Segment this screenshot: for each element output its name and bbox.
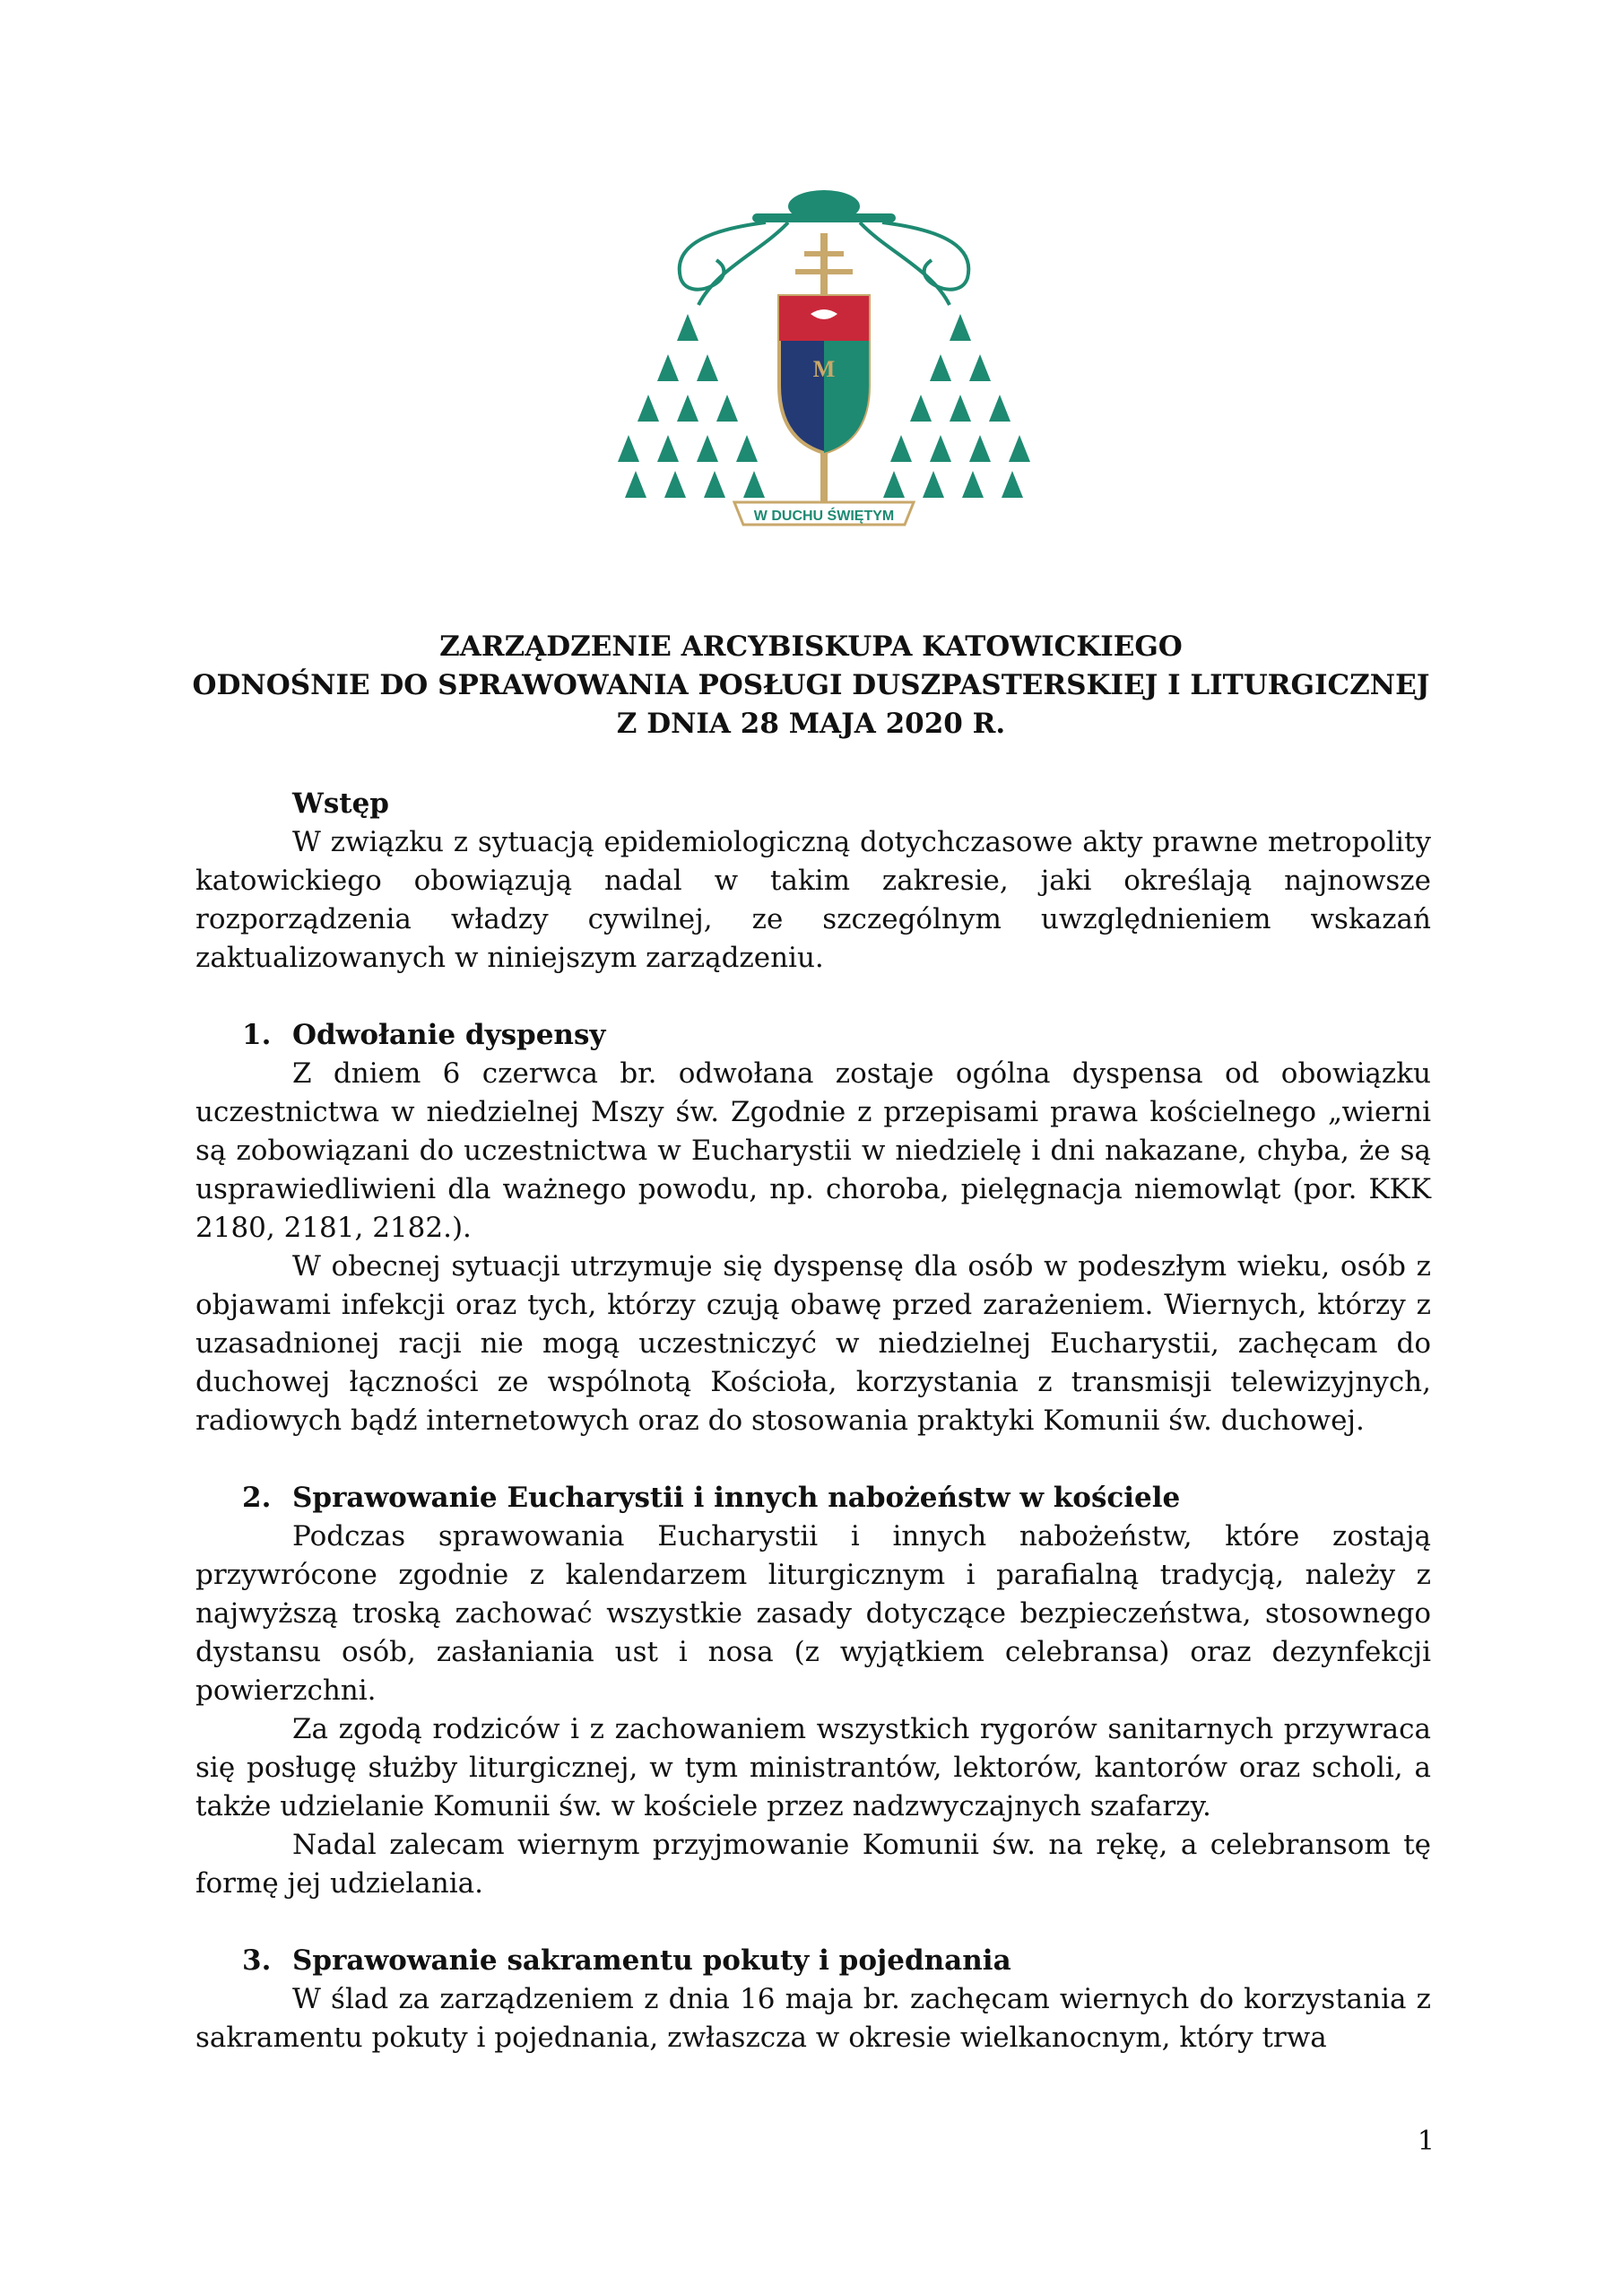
- page-number: 1: [1417, 2126, 1435, 2157]
- section-3-paragraph-1: W ślad za zarządzeniem z dnia 16 maja br. zachęcam wiernych do korzystania z sakramentu pokuty i pojednania, zwłaszcza w okresie wielkanocnym, który trwa: [195, 1983, 1431, 2054]
- document-title: [0, 628, 1622, 744]
- section-3-heading: [195, 1942, 1431, 1980]
- document-body: [195, 785, 1431, 2057]
- section-2-paragraph-2: Za zgodą rodziców i z zachowaniem wszystkich rygorów sanitarnych przywraca się posługę służby liturgicznej, w tym ministrantów, lektorów, kantorów oraz scholi, a także udzielanie Komunii św. w kościele przez nadzwyczajnych szafarzy.: [195, 1713, 1431, 1822]
- section-1-paragraph-2: W obecnej sytuacji utrzymuje się dyspensę dla osób w podeszłym wieku, osób z objawami infekcji oraz tych, którzy czują obawę przed zarażeniem. Wiernych, którzy z uzasadnionej racji nie mogą uczestniczyć w niedzielnej Eucharystii, zachęcam do duchowej łączności ze wspólnotą Kościoła, korzystania z transmisji telewizyjnych, radiowych bądź internetowych oraz do stosowania praktyki Komunii św. duchowej.: [195, 1250, 1431, 1437]
- intro-heading: Wstęp: [292, 787, 389, 820]
- section-title: Sprawowanie sakramentu pokuty i pojednania: [292, 1944, 1011, 1977]
- section-number: 1.: [242, 1019, 272, 1051]
- section-number: 3.: [242, 1944, 272, 1977]
- archbishop-coat-of-arms: [609, 179, 1039, 538]
- title-line-3: Z DNIA 28 MAJA 2020 R.: [616, 708, 1006, 740]
- intro-paragraph: W związku z sytuacją epidemiologiczną dotychczasowe akty prawne metropolity katowickiego obowiązują nadal w takim zakresie, jaki określają najnowsze rozporządzenia władzy cywilnej, ze szczególnym uwzględnieniem wskazań zaktualizowanych w niniejszym zarządzeniu.: [195, 826, 1431, 974]
- section-2-paragraph-1: Podczas sprawowania Eucharystii i innych nabożeństw, które zostają przywrócone zgodnie z kalendarzem liturgicznym i parafialną tradycją, należy z najwyższą troską zachować wszystkie zasady dotyczące bezpieczeństwa, stosownego dystansu osób, zasłaniania ust i nosa (z wyjątkiem celebransa) oraz dezynfekcji powierzchni.: [195, 1520, 1431, 1707]
- svg-text:M: M: [812, 356, 836, 382]
- section-2-paragraph-3: Nadal zalecam wiernym przyjmowanie Komunii św. na rękę, a celebransom tę formę jej udzielania.: [195, 1829, 1431, 1900]
- section-title: Sprawowanie Eucharystii i innych nabożeństw w kościele: [292, 1482, 1181, 1514]
- title-line-1: ZARZĄDZENIE ARCYBISKUPA KATOWICKIEGO: [439, 631, 1183, 663]
- section-2-heading: [195, 1479, 1431, 1518]
- title-line-2: ODNOŚNIE DO SPRAWOWANIA POSŁUGI DUSZPASTERSKIEJ I LITURGICZNEJ: [192, 669, 1430, 701]
- section-title: Odwołanie dyspensy: [292, 1019, 606, 1051]
- section-number: 2.: [242, 1482, 272, 1514]
- section-1-paragraph-1: Z dniem 6 czerwca br. odwołana zostaje ogólna dyspensa od obowiązku uczestnictwa w niedzielnej Mszy św. Zgodnie z przepisami prawa kościelnego „wierni są zobowiązani do uczestnictwa w Eucharystii w niedzielę i dni nakazane, chyba, że są usprawiedliwieni dla ważnego powodu, np. choroba, pielęgnacja niemowląt (por. KKK 2180, 2181, 2182.).: [195, 1057, 1431, 1244]
- section-1-heading: [195, 1016, 1431, 1055]
- motto-text: W DUCHU ŚWIĘTYM: [753, 509, 895, 524]
